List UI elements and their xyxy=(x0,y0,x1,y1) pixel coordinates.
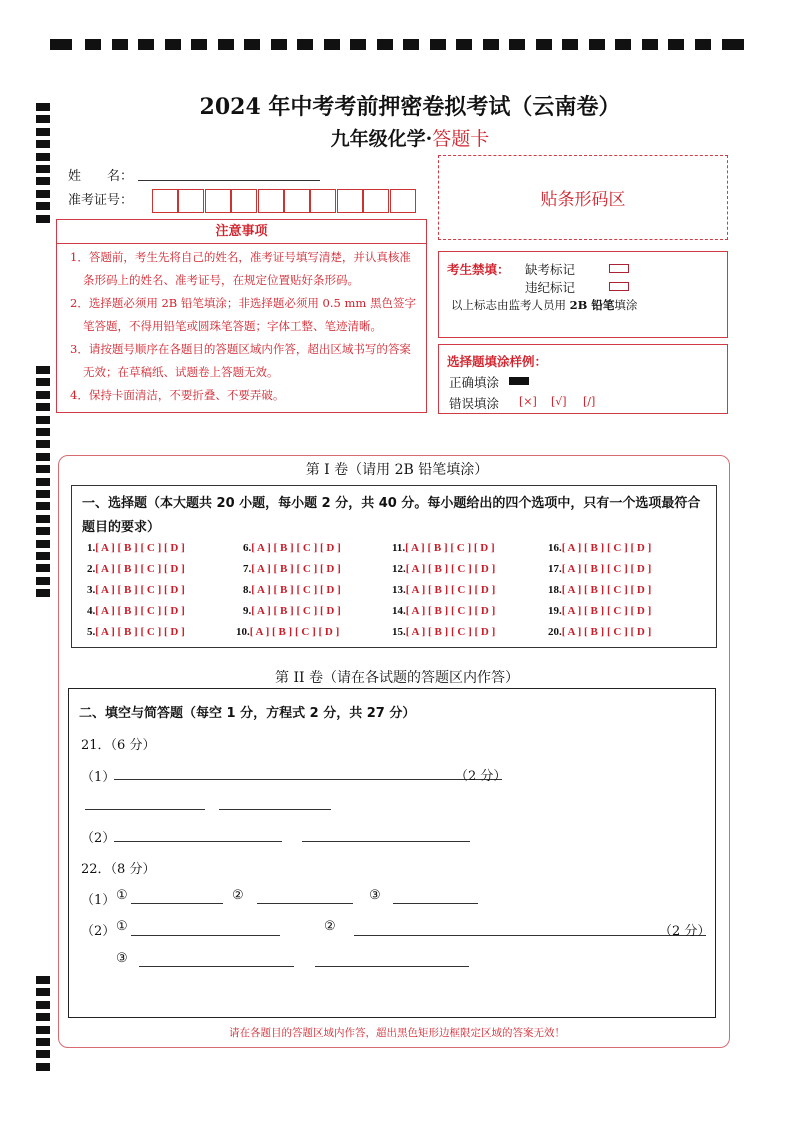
timing-mark xyxy=(589,39,605,50)
timing-mark xyxy=(509,39,525,50)
q21-2-label: （2） xyxy=(81,831,116,846)
subtitle-card: 答题卡 xyxy=(432,128,490,150)
q22-1-blank[interactable] xyxy=(131,903,223,904)
notice-item: 3．请按题号顺序在各题目的答题区域内作答，超出区域书写的答案无效；在草稿纸、试题卷上答题无效。 xyxy=(70,342,411,379)
timing-mark xyxy=(36,190,50,198)
question-number: 10. xyxy=(236,626,250,638)
timing-mark xyxy=(36,378,50,386)
barcode-label: 贴条形码区 xyxy=(540,190,626,210)
choice-section-heading: 一、选择题（本大题共 20 小题，每小题 2 分，共 40 分。每小题给出的四个选项中，只有一个选项最符合题目的要求） xyxy=(82,496,701,535)
timing-mark xyxy=(722,39,744,50)
circled-1: ① xyxy=(116,888,128,903)
note-text: 以上标志由监考人员用 xyxy=(451,298,570,312)
name-label: 姓 名： xyxy=(68,169,134,184)
timing-mark xyxy=(36,165,50,173)
timing-mark xyxy=(483,39,499,50)
q22-1-blank[interactable] xyxy=(257,903,353,904)
choice-question-3[interactable] xyxy=(87,584,185,596)
question-number: 3. xyxy=(87,584,96,596)
notice-item: 4．保持卡面清洁，不要折叠、不要弄破。 xyxy=(70,388,285,402)
question-number: 6. xyxy=(243,542,252,554)
answer-options[interactable]: [ A ] [ B ] [ C ] [ D ] xyxy=(405,605,496,617)
id-digit-box[interactable] xyxy=(258,189,284,213)
absent-label: 缺考标记 xyxy=(525,262,576,277)
forbidden-box xyxy=(438,251,728,338)
timing-mark xyxy=(36,502,50,510)
timing-mark xyxy=(36,153,50,161)
answer-options[interactable]: [ A ] [ B ] [ C ] [ D ] xyxy=(561,563,652,575)
choice-question-2[interactable] xyxy=(87,563,185,575)
answer-options[interactable]: [ A ] [ B ] [ C ] [ D ] xyxy=(405,584,496,596)
choice-question-15[interactable] xyxy=(392,626,495,638)
timing-mark xyxy=(36,1063,50,1071)
sample-box xyxy=(438,344,728,414)
question-number: 16. xyxy=(548,542,562,554)
timing-mark xyxy=(36,540,50,548)
timing-mark xyxy=(668,39,684,50)
answer-options[interactable]: [ A ] [ B ] [ C ] [ D ] xyxy=(405,542,495,554)
wrong-label: 错误填涂 xyxy=(449,396,500,411)
timing-mark xyxy=(36,490,50,498)
timing-mark xyxy=(191,39,207,50)
violation-mark-box[interactable] xyxy=(609,282,629,291)
id-digit-box[interactable] xyxy=(284,189,310,213)
forbidden-note xyxy=(451,297,637,313)
choice-question-14[interactable] xyxy=(392,605,495,617)
timing-mark xyxy=(403,39,419,50)
timing-mark xyxy=(36,177,50,185)
part2-title: 第 II 卷（请在各试题的答题区内作答） xyxy=(275,670,519,686)
answer-options[interactable]: [ A ] [ B ] [ C ] [ D ] xyxy=(405,563,496,575)
answer-options[interactable]: [ A ] [ B ] [ C ] [ D ] xyxy=(95,563,185,575)
timing-mark xyxy=(456,39,472,50)
answer-options[interactable]: [ A ] [ B ] [ C ] [ D ] xyxy=(561,626,652,638)
question-number: 2. xyxy=(87,563,96,575)
id-digit-box[interactable] xyxy=(178,189,204,213)
id-digit-box[interactable] xyxy=(337,189,363,213)
answer-options[interactable]: [ A ] [ B ] [ C ] [ D ] xyxy=(95,626,185,638)
notice-item: 2．选择题必须用 2B 铅笔填涂；非选择题必须用 0.5 mm 黑色签字笔答题，不得用铅笔或圆珠笔答题；字体工整、笔迹清晰。 xyxy=(70,296,416,333)
q21-1-blank[interactable] xyxy=(85,809,205,810)
choice-question-20[interactable] xyxy=(548,626,651,638)
question-number: 8. xyxy=(243,584,252,596)
answer-options[interactable]: [ A ] [ B ] [ C ] [ D ] xyxy=(95,542,185,554)
question-number: 4. xyxy=(87,605,96,617)
wrong-mark-check: [√] xyxy=(551,395,567,408)
timing-mark xyxy=(36,1050,50,1058)
timing-mark xyxy=(36,1001,50,1009)
answer-options[interactable]: [ A ] [ B ] [ C ] [ D ] xyxy=(249,626,340,638)
timing-mark xyxy=(36,428,50,436)
timing-mark xyxy=(218,39,234,50)
timing-mark xyxy=(36,403,50,411)
name-field[interactable] xyxy=(138,180,320,181)
timing-mark xyxy=(36,391,50,399)
choice-question-12[interactable] xyxy=(392,563,495,575)
timing-mark xyxy=(50,39,72,50)
timing-mark xyxy=(695,39,711,50)
note-text: 填涂 xyxy=(614,298,638,312)
q22-2-blank[interactable] xyxy=(354,935,706,936)
choice-section xyxy=(71,485,717,648)
answer-options[interactable]: [ A ] [ B ] [ C ] [ D ] xyxy=(405,626,496,638)
q22-2-blank[interactable] xyxy=(315,966,469,967)
choice-question-18[interactable] xyxy=(548,584,651,596)
timing-mark xyxy=(36,202,50,210)
choice-question-10[interactable] xyxy=(236,626,339,638)
timing-mark xyxy=(430,39,446,50)
choice-question-17[interactable] xyxy=(548,563,651,575)
question-number: 1. xyxy=(87,542,96,554)
choice-question-13[interactable] xyxy=(392,584,495,596)
choice-question-7[interactable] xyxy=(243,563,341,575)
choice-question-6[interactable] xyxy=(243,542,341,554)
timing-mark xyxy=(36,976,50,984)
q21-2-blank[interactable] xyxy=(114,841,282,842)
q21-1-blank[interactable] xyxy=(219,809,331,810)
timing-mark xyxy=(271,39,287,50)
q21-2-blank[interactable] xyxy=(302,841,470,842)
timing-mark xyxy=(112,39,128,50)
timing-mark xyxy=(36,215,50,223)
answer-options[interactable]: [ A ] [ B ] [ C ] [ D ] xyxy=(561,605,652,617)
fill-section-heading: 二、填空与简答题（每空 1 分，方程式 2 分，共 27 分） xyxy=(79,706,416,721)
circled-3: ③ xyxy=(369,888,381,903)
note-bold: 2B 铅笔 xyxy=(569,298,615,312)
timing-mark xyxy=(36,366,50,374)
question-number: 18. xyxy=(548,584,562,596)
timing-mark xyxy=(36,552,50,560)
id-digit-box[interactable] xyxy=(152,189,178,213)
page-title: 2024 年中考考前押密卷拟考试（云南卷） xyxy=(199,94,621,120)
q22-1-label: （1） xyxy=(81,893,116,908)
answer-options[interactable]: [ A ] [ B ] [ C ] [ D ] xyxy=(251,605,341,617)
question-number: 13. xyxy=(392,584,406,596)
choice-question-4[interactable] xyxy=(87,605,185,617)
filled-mark xyxy=(509,377,529,385)
q21-1-score: （2 分） xyxy=(455,769,507,784)
circled-2: ② xyxy=(232,888,244,903)
timing-mark xyxy=(36,527,50,535)
answer-options[interactable]: [ A ] [ B ] [ C ] [ D ] xyxy=(251,563,341,575)
violation-label: 违纪标记 xyxy=(525,280,576,295)
question-number: 20. xyxy=(548,626,562,638)
timing-mark xyxy=(36,1013,50,1021)
choice-question-9[interactable] xyxy=(243,605,341,617)
q21-1-blank[interactable] xyxy=(114,779,502,780)
timing-mark xyxy=(165,39,181,50)
notice-title: 注意事项 xyxy=(57,220,426,244)
id-digit-box[interactable] xyxy=(205,189,231,213)
sample-title: 选择题填涂样例： xyxy=(447,354,548,369)
question-number: 12. xyxy=(392,563,406,575)
notice-item: 1．答题前，考生先将自己的姓名，准考证号填写清楚，并认真核准条形码上的姓名、准考证号，在规定位置贴好条形码。 xyxy=(70,250,411,287)
fill-section xyxy=(68,688,716,1018)
choice-question-8[interactable] xyxy=(243,584,341,596)
timing-mark xyxy=(642,39,658,50)
wrong-mark-slash: [/] xyxy=(583,395,596,408)
id-label: 准考证号： xyxy=(68,193,134,208)
question-number: 19. xyxy=(548,605,562,617)
timing-mark xyxy=(85,39,101,50)
part1-title: 第 I 卷（请用 2B 铅笔填涂） xyxy=(305,462,489,478)
timing-mark xyxy=(36,988,50,996)
timing-mark xyxy=(324,39,340,50)
question-number: 17. xyxy=(548,563,562,575)
question-number: 11. xyxy=(392,542,406,554)
q22-2-score: （2 分） xyxy=(659,924,711,939)
notice-box xyxy=(56,219,427,413)
timing-mark xyxy=(562,39,578,50)
answer-options[interactable]: [ A ] [ B ] [ C ] [ D ] xyxy=(95,584,185,596)
choice-question-5[interactable] xyxy=(87,626,185,638)
timing-mark xyxy=(36,515,50,523)
q22-2-blank[interactable] xyxy=(139,966,294,967)
question-number: 15. xyxy=(392,626,406,638)
choice-question-19[interactable] xyxy=(548,605,651,617)
timing-mark xyxy=(244,39,260,50)
choice-question-16[interactable] xyxy=(548,542,651,554)
answer-options[interactable]: [ A ] [ B ] [ C ] [ D ] xyxy=(251,542,341,554)
choice-question-1[interactable] xyxy=(87,542,185,554)
correct-label: 正确填涂 xyxy=(449,375,500,390)
timing-mark xyxy=(138,39,154,50)
circled-1: ① xyxy=(116,919,128,934)
timing-mark xyxy=(377,39,393,50)
q21-1-label: （1） xyxy=(81,770,116,785)
barcode-area xyxy=(438,155,728,240)
timing-mark xyxy=(615,39,631,50)
subtitle-subject: 九年级化学· xyxy=(330,128,433,150)
wrong-mark-x: [×] xyxy=(519,395,537,408)
question-number: 9. xyxy=(243,605,252,617)
forbidden-title: 考生禁填： xyxy=(447,262,510,277)
id-digit-box[interactable] xyxy=(390,189,416,213)
q22-2-blank[interactable] xyxy=(131,935,280,936)
question-number: 7. xyxy=(243,563,252,575)
question-number: 14. xyxy=(392,605,406,617)
id-digit-box[interactable] xyxy=(231,189,257,213)
q21-label: 21．（6 分） xyxy=(81,738,156,753)
timing-mark xyxy=(297,39,313,50)
id-digit-box[interactable] xyxy=(363,189,389,213)
answer-options[interactable]: [ A ] [ B ] [ C ] [ D ] xyxy=(561,584,652,596)
timing-mark xyxy=(350,39,366,50)
choice-question-11[interactable] xyxy=(392,542,495,554)
answer-options[interactable]: [ A ] [ B ] [ C ] [ D ] xyxy=(251,584,341,596)
question-number: 5. xyxy=(87,626,96,638)
answer-options[interactable]: [ A ] [ B ] [ C ] [ D ] xyxy=(95,605,185,617)
timing-mark xyxy=(36,416,50,424)
id-digit-box[interactable] xyxy=(310,189,336,213)
answer-options[interactable]: [ A ] [ B ] [ C ] [ D ] xyxy=(561,542,652,554)
timing-mark xyxy=(36,577,50,585)
timing-mark xyxy=(536,39,552,50)
footer-warning: 请在各题目的答题区域内作答，超出黑色矩形边框限定区域的答案无效！ xyxy=(229,1027,565,1039)
q22-2-label: （2） xyxy=(81,924,116,939)
timing-mark xyxy=(36,440,50,448)
timing-mark xyxy=(36,564,50,572)
absent-mark-box[interactable] xyxy=(609,264,629,273)
timing-mark xyxy=(36,589,50,597)
q22-1-blank[interactable] xyxy=(393,903,478,904)
circled-3: ③ xyxy=(116,951,128,966)
page-subtitle xyxy=(0,124,794,151)
circled-2: ② xyxy=(324,919,336,934)
q22-label: 22．（8 分） xyxy=(81,862,156,877)
